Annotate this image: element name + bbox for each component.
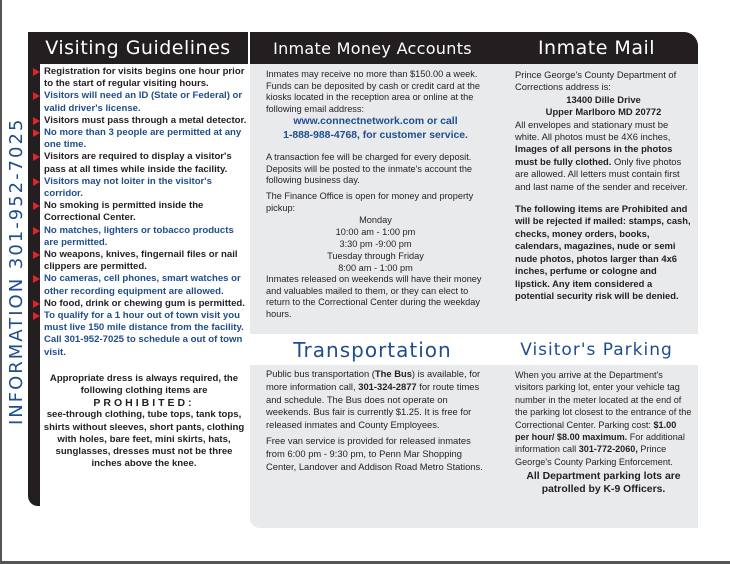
guideline-text: No weapons, knives, fingernail files or nail clippers are permitted. — [44, 249, 238, 273]
hours-line: Monday — [359, 215, 392, 226]
vertical-info-label: INFORMATION 301-952-7025 — [6, 117, 27, 425]
bus-phone: 301-324-2877 — [358, 380, 417, 392]
hours-line: Tuesday through Friday — [327, 251, 424, 262]
bus-info — [266, 368, 485, 432]
guideline-item — [40, 298, 248, 310]
address-line-1: 13400 Dille Drive — [566, 93, 641, 105]
hours-line: 3:30 pm -9:00 pm — [339, 239, 412, 250]
guideline-item — [40, 90, 248, 114]
guideline-item — [40, 273, 248, 297]
red-arrow-bullet-icon — [33, 153, 40, 161]
finance-office-text: The Finance Office is open for money and property pickup: — [266, 190, 474, 213]
guideline-text: Visitors will need an ID (State or Federal) or valid driver's license. — [44, 90, 243, 114]
red-arrow-bullet-icon — [33, 117, 40, 125]
parking-cost: $1.00 per hour/ $8.00 maximum. — [515, 419, 677, 443]
mail-rules-part2: Only five photos are allowed. All letters must contain first and last name of the sender and receiver. — [515, 155, 688, 192]
guideline-text: Visitors must pass through a metal detector. — [44, 114, 247, 126]
dress-list: see-through clothing, tube tops, tank tops, shirts without sleeves, short pants, clothing with holes, bare feet, mini skirts, hats, sunglasses, dresses must not be three inches above the knee. — [43, 409, 245, 470]
mail-prohibited-items: The following items are Prohibited and will be rejected if mailed: stamps, cash, checks, money orders, books, calendars, magazines, nude or semi nude photos, photos larger than 4x6 inches, perfume or cologne and lipstick. Any item considered a potential security risk will be denied. — [515, 203, 691, 301]
parking-text-1: When you arrive at the Department's visitors parking lot, enter your vehicle tag number in the meter located at the end of the parking lot closest to the entrance of the Correctional Center. Parking cost: — [515, 370, 692, 430]
red-arrow-bullet-icon — [33, 251, 40, 259]
inmate-mail-panel — [495, 64, 698, 334]
parking-phone: 301-772-2060, — [578, 444, 638, 455]
guideline-item — [40, 151, 248, 175]
visiting-guidelines-heading: Visiting Guidelines — [28, 32, 248, 64]
dress-prohibited-label: PROHIBITED: — [93, 397, 195, 410]
guideline-text: To qualify for a 1 hour out of town visit you must live 150 mile distance from the facility. Call 301-952-7025 to schedule a out of town visit. — [44, 310, 244, 358]
bus-text-a: Public bus transportation ( — [266, 368, 375, 379]
hours-line: 8:00 am - 1:00 pm — [338, 263, 413, 274]
money-accounts-panel — [250, 64, 495, 334]
transportation-heading: Transportation — [293, 338, 452, 362]
guideline-text: Visitors are required to display a visitor's pass at all times while inside the facility. — [44, 151, 232, 175]
address-line-2: Upper Marlboro MD 20772 — [545, 106, 662, 118]
dress-intro: Appropriate dress is always required, the following clothing items are — [49, 372, 239, 397]
guideline-item — [40, 200, 248, 224]
red-arrow-bullet-icon — [33, 227, 40, 235]
red-arrow-bullet-icon — [33, 275, 40, 283]
guideline-item — [40, 225, 248, 249]
mail-rules — [515, 119, 692, 193]
guideline-text: Visitors may not loiter in the visitor's corridor. — [44, 175, 212, 200]
customer-service-phone: 1-888-988-4768, for customer service. — [283, 129, 468, 141]
k9-patrol-notice: All Department parking lots are patrolled by K-9 Officers. — [526, 471, 681, 496]
hours-line: 10:00 am - 1:00 pm — [335, 227, 416, 238]
money-intro: Inmates may receive no more than $150.00 a week. Funds can be deposited by cash or credit card at the kiosks located in the reception area or online at the following email address: — [266, 69, 480, 114]
dark-spine-bar — [28, 32, 40, 506]
dress-code-block — [40, 373, 248, 471]
mail-intro: Prince George's County Department of Corrections address is: — [515, 69, 677, 93]
parking-text-3: Prince George's County Parking Enforcement. — [515, 444, 673, 467]
mail-rules-bold: Images of all persons in the photos must be fully clothed. — [515, 143, 673, 167]
red-arrow-bullet-icon — [33, 129, 40, 137]
connectnetwork-link[interactable]: www.connectnetwork.com or call — [293, 116, 458, 128]
red-arrow-bullet-icon — [33, 300, 40, 308]
bus-name: The Bus — [374, 368, 412, 379]
guideline-item — [40, 115, 248, 127]
bus-text-b: ) is available, for more information call, — [266, 368, 481, 392]
guideline-text: Registration for visits begins one hour prior to the start of regular visiting hours. — [44, 66, 245, 90]
visiting-guidelines-section — [40, 66, 248, 471]
guideline-text: No more than 3 people are permitted at any one time. — [44, 127, 242, 151]
guideline-item — [40, 127, 248, 151]
weekend-release-text: Inmates released on weekends will have their money and valuables mailed to them, or they can elect to return to the Correctional Center during the weekday hours. — [266, 274, 482, 319]
red-arrow-bullet-icon — [33, 202, 40, 210]
guidelines-list — [40, 66, 248, 359]
guideline-item — [40, 310, 248, 359]
red-arrow-bullet-icon — [33, 92, 40, 100]
red-arrow-bullet-icon — [33, 68, 40, 76]
finance-hours — [266, 214, 485, 274]
bus-text-c: for route times and schedule. The Bus does not operate on weekends. Bus fair is currently $1.25. It is free for released inmates and County Employees. — [266, 380, 480, 431]
guideline-text: No food, drink or chewing gum is permitted. — [44, 297, 245, 309]
mail-rules-part1: All envelopes and stationary must be white. All photos must be 4X6 inches, — [515, 118, 671, 143]
inmate-mail-heading: Inmate Mail — [495, 32, 698, 64]
red-arrow-bullet-icon — [33, 312, 40, 320]
visitors-parking-panel — [495, 365, 698, 528]
guideline-item — [40, 249, 248, 273]
guideline-text: No smoking is permitted inside the Correctional Center. — [44, 200, 204, 224]
transportation-panel — [250, 365, 495, 528]
parking-info — [515, 369, 692, 468]
frame-left-border — [0, 0, 2, 564]
visitors-parking-heading: Visitor's Parking — [520, 340, 673, 360]
parking-text-2: For additional information call — [515, 432, 685, 455]
money-accounts-heading: Inmate Money Accounts — [250, 32, 495, 64]
transaction-fee-text: A transaction fee will be charged for every deposit. Deposits will be posted to the inmate's account the following business day. — [266, 152, 473, 186]
red-arrow-bullet-icon — [33, 178, 40, 186]
guideline-item — [40, 66, 248, 90]
van-service-text: Free van service is provided for released inmates from 6:00 pm - 9:30 pm, to Penn Mar Shopping Center, Landover and Addison Road Metro Stations. — [266, 434, 483, 472]
guideline-text: No matches, lighters or tobacco products are permitted. — [44, 224, 234, 248]
guideline-item — [40, 176, 248, 200]
guideline-text: No cameras, cell phones, smart watches or other recording equipment are allowed. — [44, 273, 241, 297]
